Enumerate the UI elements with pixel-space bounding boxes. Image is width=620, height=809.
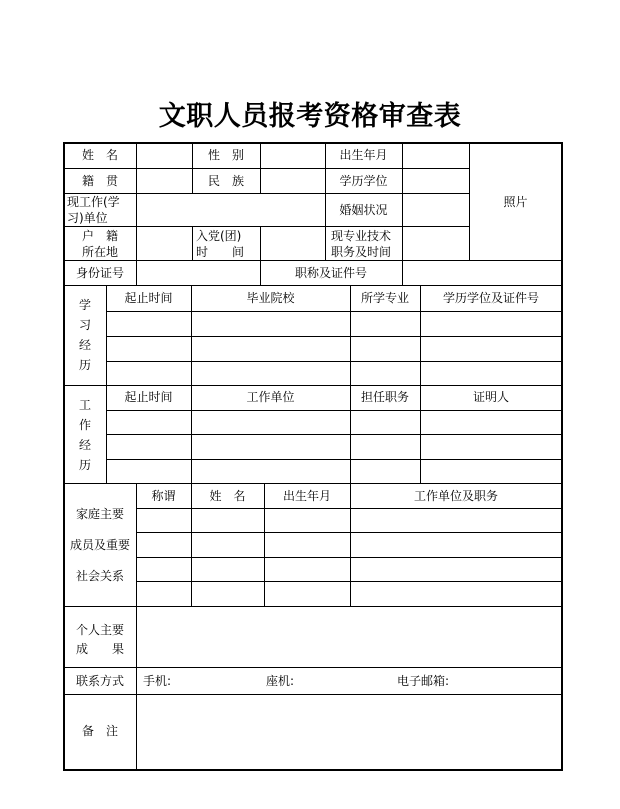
study-header-period: 起止时间 (124, 291, 173, 305)
label-birth: 出生年月 (339, 148, 388, 162)
grid-line (64, 285, 562, 286)
family-label-line-1: 家庭主要 (75, 507, 124, 521)
family-header-name: 姓 名 (209, 489, 246, 503)
grid-line (136, 557, 562, 558)
label-origin: 籍 贯 (81, 174, 118, 188)
label-marriage: 婚姻状况 (339, 203, 388, 217)
label-ethnicity: 民 族 (207, 174, 244, 188)
label-title-duty: 现专业技术 职务及时间 (331, 229, 392, 259)
grid-line (402, 143, 403, 285)
study-header-major: 所学专业 (360, 291, 409, 305)
grid-line (64, 694, 562, 695)
grid-line (64, 226, 469, 227)
family-header-relation: 称谓 (151, 489, 176, 503)
grid-line (106, 336, 562, 337)
grid-line (106, 285, 107, 483)
family-label-line-3: 社会关系 (75, 569, 124, 583)
label-cert: 职称及证件号 (294, 266, 367, 280)
grid-line (260, 143, 261, 193)
grid-line (420, 285, 421, 483)
label-contact: 联系方式 (75, 674, 124, 688)
work-header-witness: 证明人 (472, 390, 509, 404)
label-education: 学历学位 (339, 174, 388, 188)
study-header-school: 毕业院校 (246, 291, 295, 305)
grid-line (106, 311, 562, 312)
work-label-text: 工作经历 (78, 398, 91, 472)
grid-line (191, 285, 192, 483)
study-header-degree: 学历学位及证件号 (442, 291, 539, 305)
grid-line (192, 226, 193, 260)
grid-line (64, 483, 562, 484)
contact-mobile: 手机: (143, 674, 172, 688)
grid-line (136, 508, 562, 509)
grid-line (136, 606, 137, 770)
grid-line (106, 410, 562, 411)
grid-line (136, 532, 562, 533)
label-work (64, 390, 106, 475)
contact-email: 电子邮箱: (397, 674, 450, 688)
grid-line (106, 434, 562, 435)
label-gender: 性 别 (207, 148, 244, 162)
grid-line (136, 143, 137, 285)
grid-line (64, 385, 562, 386)
grid-line (106, 361, 562, 362)
grid-line (64, 667, 562, 668)
contact-landline: 座机: (266, 674, 295, 688)
label-party: 入党(团) 时 间 (196, 229, 245, 259)
grid-line (350, 285, 351, 483)
label-current-work: 现工作(学习)单位 (67, 195, 120, 225)
work-header-unit: 工作单位 (246, 390, 295, 404)
form-title: 文职人员报考资格审查表 (158, 101, 462, 132)
family-label-line-2: 成员及重要 (69, 538, 130, 552)
grid-line (64, 168, 469, 169)
grid-line (64, 606, 562, 607)
label-study (64, 290, 106, 375)
label-id: 身份证号 (75, 266, 124, 280)
label-remarks: 备 注 (81, 724, 118, 738)
study-label-text: 学习经历 (78, 298, 91, 372)
grid-line (64, 260, 562, 261)
work-header-position: 担任职务 (360, 390, 409, 404)
photo-placeholder: 照片 (503, 195, 528, 209)
label-achievements: 个人主要 成 果 (75, 623, 124, 656)
family-header-birth: 出生年月 (282, 489, 331, 503)
label-household: 户 籍 所在地 (81, 229, 118, 259)
grid-line (106, 459, 562, 460)
work-header-period: 起止时间 (124, 390, 173, 404)
family-header-work: 工作单位及职务 (413, 489, 498, 503)
label-name: 姓 名 (81, 148, 118, 162)
grid-line (136, 581, 562, 582)
form-table (63, 142, 563, 771)
